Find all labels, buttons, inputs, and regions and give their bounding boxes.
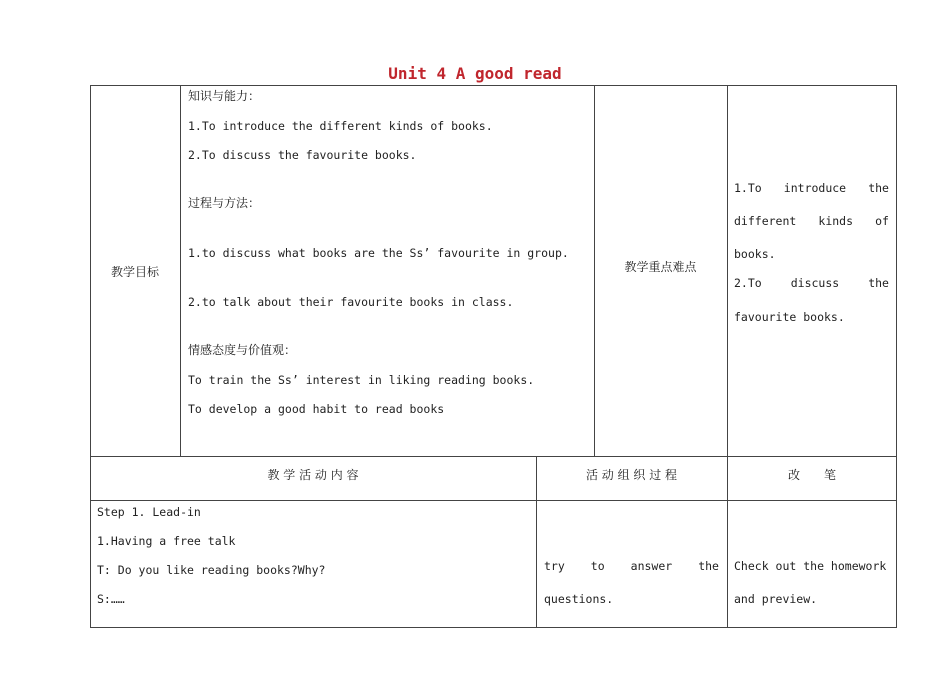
key-point-line xyxy=(734,181,889,195)
word: discuss xyxy=(790,276,840,290)
word: 2.To xyxy=(734,276,762,290)
knowledge-item: 2.To discuss the favourite books. xyxy=(188,148,417,162)
step-line: Step 1. Lead-in xyxy=(97,505,201,519)
word: the xyxy=(868,276,889,290)
page-title: Unit 4 A good read xyxy=(388,64,562,83)
objectives-label: 教学目标 xyxy=(110,265,159,279)
divider xyxy=(90,456,897,457)
word: 1.To xyxy=(734,181,762,195)
key-point-line: books. xyxy=(734,247,776,261)
attitude-item: To train the Ss’ interest in liking reading books. xyxy=(188,373,535,387)
word: the xyxy=(698,559,719,573)
process-line: questions. xyxy=(544,592,614,606)
step-line: T: Do you like reading books?Why? xyxy=(97,563,326,577)
key-point-line xyxy=(734,276,889,290)
word: the xyxy=(868,181,889,195)
process-heading: 过程与方法： xyxy=(188,196,261,210)
word: answer xyxy=(630,559,673,573)
word: kinds xyxy=(818,214,854,228)
knowledge-heading: 知识与能力： xyxy=(188,89,261,103)
step-line: S:…… xyxy=(97,592,125,606)
key-points-label: 教学重点难点 xyxy=(624,260,697,274)
process-line xyxy=(544,559,719,573)
knowledge-item: 1.To introduce the different kinds of books. xyxy=(188,119,493,133)
divider xyxy=(727,85,728,628)
step-line: 1.Having a free talk xyxy=(97,534,236,548)
divider xyxy=(90,500,897,501)
word: try xyxy=(544,559,565,573)
process-item: 1.to discuss what books are the Ss’ favourite in group. xyxy=(188,246,569,260)
activity-content-header: 教 学 活 动 内 容 xyxy=(267,468,359,482)
process-item: 2.to talk about their favourite books in class. xyxy=(188,295,514,309)
notes-header: 改 笔 xyxy=(787,468,836,482)
divider xyxy=(180,85,181,456)
notes-line: Check out the homework xyxy=(734,559,887,573)
word: different xyxy=(734,214,797,228)
key-point-line xyxy=(734,214,889,228)
attitude-heading: 情感态度与价值观： xyxy=(188,343,297,357)
word: of xyxy=(875,214,889,228)
notes-line: and preview. xyxy=(734,592,818,606)
word: introduce xyxy=(783,181,847,195)
key-point-line: favourite books. xyxy=(734,310,845,324)
attitude-item: To develop a good habit to read books xyxy=(188,402,445,416)
activity-process-header: 活 动 组 织 过 程 xyxy=(585,468,678,482)
word: to xyxy=(590,559,605,573)
